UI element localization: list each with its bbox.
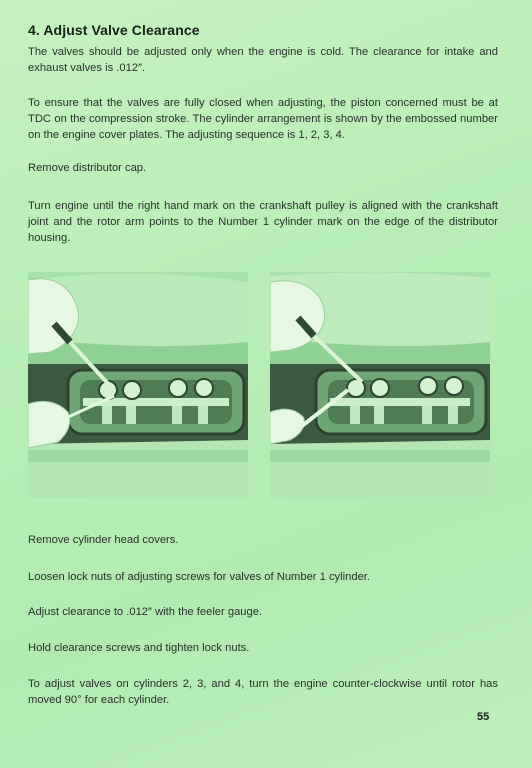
valve-photo-left-illustration: [28, 272, 248, 498]
paragraph-tighten-lock-nuts: Hold clearance screws and tighten lock nuts.: [28, 642, 250, 654]
photo-adjusting-valves-right: [270, 272, 490, 498]
valve-photo-right-illustration: [270, 272, 490, 498]
paragraph-loosen-lock-nuts: Loosen lock nuts of adjusting screws for valves of Number 1 cylinder.: [28, 571, 371, 583]
paragraph-remove-distributor-cap: Remove distributor cap.: [28, 162, 147, 174]
page-number: 55: [477, 711, 490, 723]
paragraph-tdc-position: To ensure that the valves are fully closed when adjusting, the piston concerned must be at TDC on the compression stroke. The cylinder arrangement is shown by the embossed number on the engine cover plates. The adjusting sequence is 1, 2, 3, 4.: [28, 97, 498, 141]
paragraph-remove-head-covers: Remove cylinder head covers.: [28, 534, 179, 546]
paragraph-align-crankshaft-mark: Turn engine until the right hand mark on the crankshaft pulley is aligned with the crankshaft joint and the rotor arm points to the Number 1 cylinder mark on the edge of the distributor housing.: [28, 200, 498, 244]
paragraph-adjust-clearance: Adjust clearance to .012″ with the feeler gauge.: [28, 606, 263, 618]
paragraph-remaining-cylinders: To adjust valves on cylinders 2, 3, and 4, turn the engine counter-clockwise until rotor has moved 90° for each cylinder.: [28, 678, 498, 706]
photo-adjusting-valves-left: [28, 272, 248, 498]
paragraph-cold-engine: The valves should be adjusted only when the engine is cold. The clearance for intake and exhaust valves is .012″.: [28, 46, 498, 74]
section-heading: 4. Adjust Valve Clearance: [28, 22, 200, 38]
